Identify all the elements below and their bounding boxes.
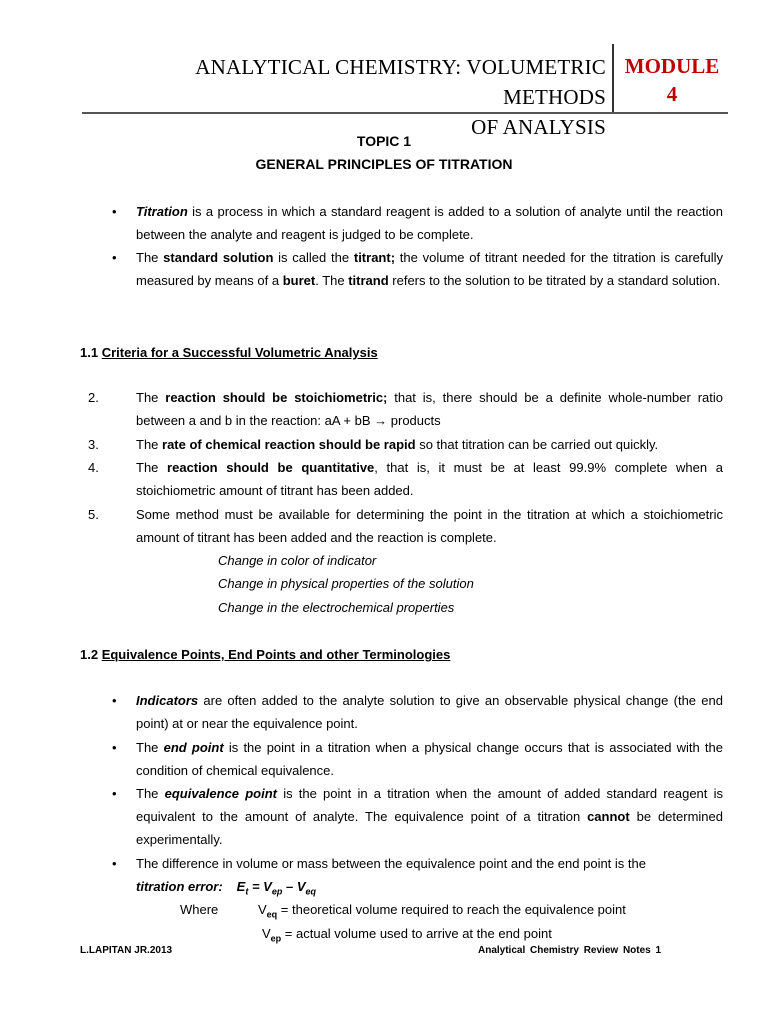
text-span: is the point in a titration when a physical change occurs that is associated with the condition of chemical equivalence. (136, 740, 723, 778)
arrow-icon: → (374, 413, 388, 428)
formula-subscript: ep (271, 886, 283, 897)
section-number: 1.2 (80, 647, 102, 662)
list-number: 5. (88, 507, 99, 522)
section-number: 1.1 (80, 345, 102, 360)
formula-symbol: V (263, 879, 272, 894)
intro-bullet-titration (136, 200, 723, 246)
where-label: Where (180, 902, 219, 917)
text-span: is called the (273, 250, 354, 265)
bullet-icon: • (112, 250, 117, 265)
text-span: are often added to the analyte solution to give an observable physical change (the end point) at or near the equivalence point. (136, 693, 723, 731)
term-cannot: cannot (587, 809, 630, 824)
formula-symbol: – (282, 879, 297, 894)
formula-subscript: eq (266, 909, 278, 920)
bullet-equivalence-point (136, 782, 723, 851)
method-item: Change in the electrochemical properties (218, 600, 455, 615)
term-titration-error: titration error: (136, 879, 223, 894)
header-title-line1: ANALYTICAL CHEMISTRY: VOLUMETRIC METHODS (195, 55, 606, 109)
term-rapid: rate of chemical reaction should be rapid (162, 437, 416, 452)
section-heading-1-1 (80, 343, 378, 363)
module-label-line1: MODULE (624, 54, 720, 78)
criteria-item-endpoint-method: Some method must be available for determining the point in the titration at which a stoichiometric amount of titrant has been added and the reaction is complete. (136, 507, 723, 545)
text-span: , that is, it must be at least 99.9% complete when a stoichiometric amount of titrant has been added. (136, 460, 723, 498)
text-span: be determined experimentally. (136, 809, 723, 847)
intro-bullet-titration-text: is a process in which a standard reagent is added to a solution of analyte until the reaction between the analyte and reagent is judged to be complete. (136, 204, 723, 242)
criteria-item-rapid (136, 433, 723, 456)
formula-subscript: ep (270, 933, 282, 944)
text-span: The (136, 390, 166, 405)
list-number: 4. (88, 460, 99, 475)
term-indicators: Indicators (136, 693, 199, 708)
text-span: The (136, 460, 168, 475)
bullet-titration-error: The difference in volume or mass between the equivalence point and the end point is the (136, 856, 646, 871)
footer-page-label: Analytical Chemistry Review Notes 1 (478, 945, 662, 956)
text-span: so that titration can be carried out quickly. (415, 437, 659, 452)
section-title: Equivalence Points, End Points and other Terminologies (101, 647, 451, 662)
term-stoichiometric: reaction should be stoichiometric; (165, 390, 388, 405)
formula-symbol: V (296, 879, 306, 894)
formula-symbol: V (258, 902, 267, 917)
formula-subscript: t (245, 886, 249, 897)
bullet-icon: • (112, 693, 117, 708)
method-item: Change in color of indicator (218, 553, 377, 568)
formula-symbol: E (236, 879, 246, 894)
text-span: that is, there should be a definite whole-number ratio between a and b in the reaction: aA + bB (136, 390, 723, 428)
list-number: 2. (88, 390, 99, 405)
term-quantitative: reaction should be quantitative (167, 460, 375, 475)
header-title-line2: OF ANALYSIS (471, 115, 606, 139)
section-heading-1-2 (80, 645, 450, 665)
text-span: refers to the solution to be titrated by a standard solution. (388, 273, 721, 288)
footer-author: L.LAPITAN JR.2013 (80, 945, 173, 956)
text-span: The (136, 437, 163, 452)
formula-subscript: eq (305, 886, 317, 897)
bullet-icon: • (112, 786, 117, 801)
bullet-end-point (136, 736, 723, 782)
topic-title: GENERAL PRINCIPLES OF TITRATION (255, 156, 513, 172)
criteria-item-stoichiometric (136, 386, 723, 432)
term-buret: buret (282, 273, 316, 288)
formula-symbol: = (248, 879, 264, 894)
text-span: The (136, 250, 164, 265)
text-span: is the point in a titration when the amount of added standard reagent is equivalent to the amount of analyte. The equivalence point of a titration (136, 786, 723, 824)
term-standard-solution: standard solution (163, 250, 274, 265)
bullet-indicators (136, 689, 723, 735)
term-end-point: end point (163, 740, 224, 755)
topic-number: TOPIC 1 (356, 133, 412, 149)
bullet-icon: • (112, 204, 117, 219)
text-span: . The (315, 273, 349, 288)
module-label (620, 52, 724, 108)
term-titrand: titrand (348, 273, 389, 288)
text-span: the volume of titrant needed for the titration is carefully measured by means of a (136, 250, 724, 288)
criteria-item-quantitative (136, 456, 723, 502)
module-number: 4 (666, 82, 678, 106)
section-title: Criteria for a Successful Volumetric Analysis (101, 345, 378, 360)
intro-bullet-standard-solution (136, 246, 723, 292)
bullet-icon: • (112, 740, 117, 755)
term-titration: Titration (136, 204, 188, 219)
formula-symbol: V (262, 926, 271, 941)
header-rule (82, 112, 728, 114)
text-span: = theoretical volume required to reach the equivalence point (277, 902, 626, 917)
term-titrant: titrant; (353, 250, 396, 265)
header-title (90, 52, 606, 142)
header-divider (612, 44, 614, 112)
text-span: The (136, 786, 165, 801)
text-span: The (136, 740, 164, 755)
text-span: products (387, 413, 441, 428)
bullet-icon: • (112, 856, 117, 871)
term-equivalence-point: equivalence point (164, 786, 277, 801)
method-item: Change in physical properties of the solution (218, 576, 474, 591)
list-number: 3. (88, 437, 99, 452)
text-span: = actual volume used to arrive at the end point (281, 926, 552, 941)
